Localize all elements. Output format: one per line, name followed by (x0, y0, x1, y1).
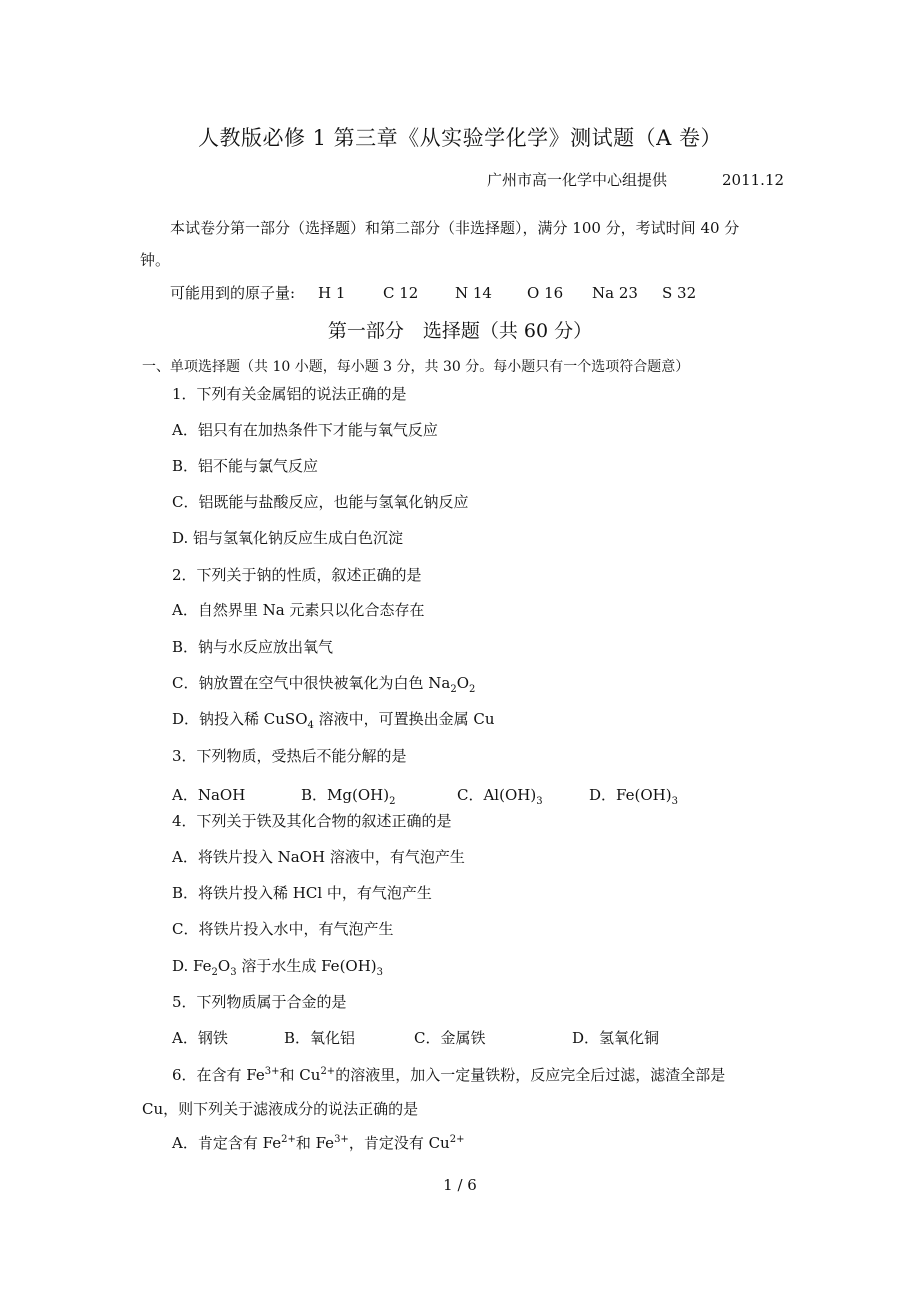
provider: 广州市高一化学中心组提供 (487, 171, 668, 189)
q4-option-d: D. $Fe_2O_3$ 溶于水生成 $Fe(OH)_3$ (172, 957, 384, 978)
q1-option-b: B．铝不能与氯气反应 (172, 457, 319, 475)
q6-stem-line-1: 6．在含有 $Fe^{3+}$和 $Cu^{2+}$的溶液里，加入一定量铁粉，反应完全后过滤，滤渣全部是 (172, 1066, 726, 1084)
q2-stem: 2．下列关于钠的性质，叙述正确的是 (172, 566, 422, 584)
atomic-mass-c: C 12 (383, 284, 419, 302)
q5-option-a: A．钢铁 (172, 1029, 228, 1047)
q2-option-a: A．自然界里 Na 元素只以化合态存在 (172, 601, 425, 619)
q2-option-b: B．钠与水反应放出氧气 (172, 638, 334, 656)
q1-option-c: C．铝既能与盐酸反应，也能与氢氧化钠反应 (172, 493, 469, 511)
q5-option-b: B．氧化铝 (284, 1029, 356, 1047)
intro-line-2: 钟。 (140, 251, 171, 269)
atomic-mass-h: H 1 (318, 284, 346, 302)
q2-option-c: C．钠放置在空气中很快被氧化为白色 $Na_2O_2$ (172, 674, 476, 695)
q6-stem-line-2: Cu，则下列关于滤液成分的说法正确的是 (142, 1100, 419, 1118)
document-title: 人教版必修 1 第三章《从实验学化学》测试题（A 卷） (197, 126, 723, 150)
q4-stem: 4．下列关于铁及其化合物的叙述正确的是 (172, 812, 452, 830)
q4-option-a: A．将铁片投入 NaOH 溶液中，有气泡产生 (172, 848, 465, 866)
atomic-mass-s: S 32 (662, 284, 697, 302)
q5-option-d: D．氢氧化铜 (572, 1029, 660, 1047)
date: 2011.12 (722, 171, 785, 189)
q3-stem: 3．下列物质，受热后不能分解的是 (172, 747, 407, 765)
q3-option-a: A．NaOH (172, 786, 246, 804)
q3-option-d: D．$Fe(OH)_3$ (589, 786, 678, 807)
q3-option-c: C．$Al(OH)_3$ (457, 786, 543, 807)
q1-option-a: A．铝只有在加热条件下才能与氧气反应 (172, 421, 438, 439)
q3-option-b: B．$Mg(OH)_2$ (301, 786, 396, 807)
q1-stem: 1．下列有关金属铝的说法正确的是 (172, 385, 407, 403)
section-title: 第一部分 选择题（共 60 分） (327, 320, 593, 342)
page-number: 1 / 6 (443, 1176, 477, 1194)
atomic-mass-label: 可能用到的原子量: (170, 284, 296, 302)
atomic-mass-na: Na 23 (592, 284, 638, 302)
q5-option-c: C．金属铁 (414, 1029, 486, 1047)
q4-option-c: C．将铁片投入水中，有气泡产生 (172, 920, 394, 938)
q4-option-b: B．将铁片投入稀 HCl 中，有气泡产生 (172, 884, 432, 902)
intro-line-1: 本试卷分第一部分（选择题）和第二部分（非选择题），满分 100 分，考试时间 40 分 (170, 219, 740, 237)
atomic-mass-o: O 16 (527, 284, 564, 302)
atomic-mass-n: N 14 (455, 284, 492, 302)
section-instruction: 一、单项选择题（共 10 小题，每小题 3 分，共 30 分。每小题只有一个选项符合题意） (142, 359, 690, 375)
q6-option-a: A．肯定含有 $Fe^{2+}$和 $Fe^{3+}$，肯定没有 $Cu^{2+}$ (172, 1134, 465, 1152)
q5-stem: 5．下列物质属于合金的是 (172, 993, 347, 1011)
q1-option-d: D. 铝与氢氧化钠反应生成白色沉淀 (172, 529, 404, 547)
q2-option-d: D．钠投入稀 CuSO$_4$ 溶液中，可置换出金属 Cu (172, 710, 495, 731)
